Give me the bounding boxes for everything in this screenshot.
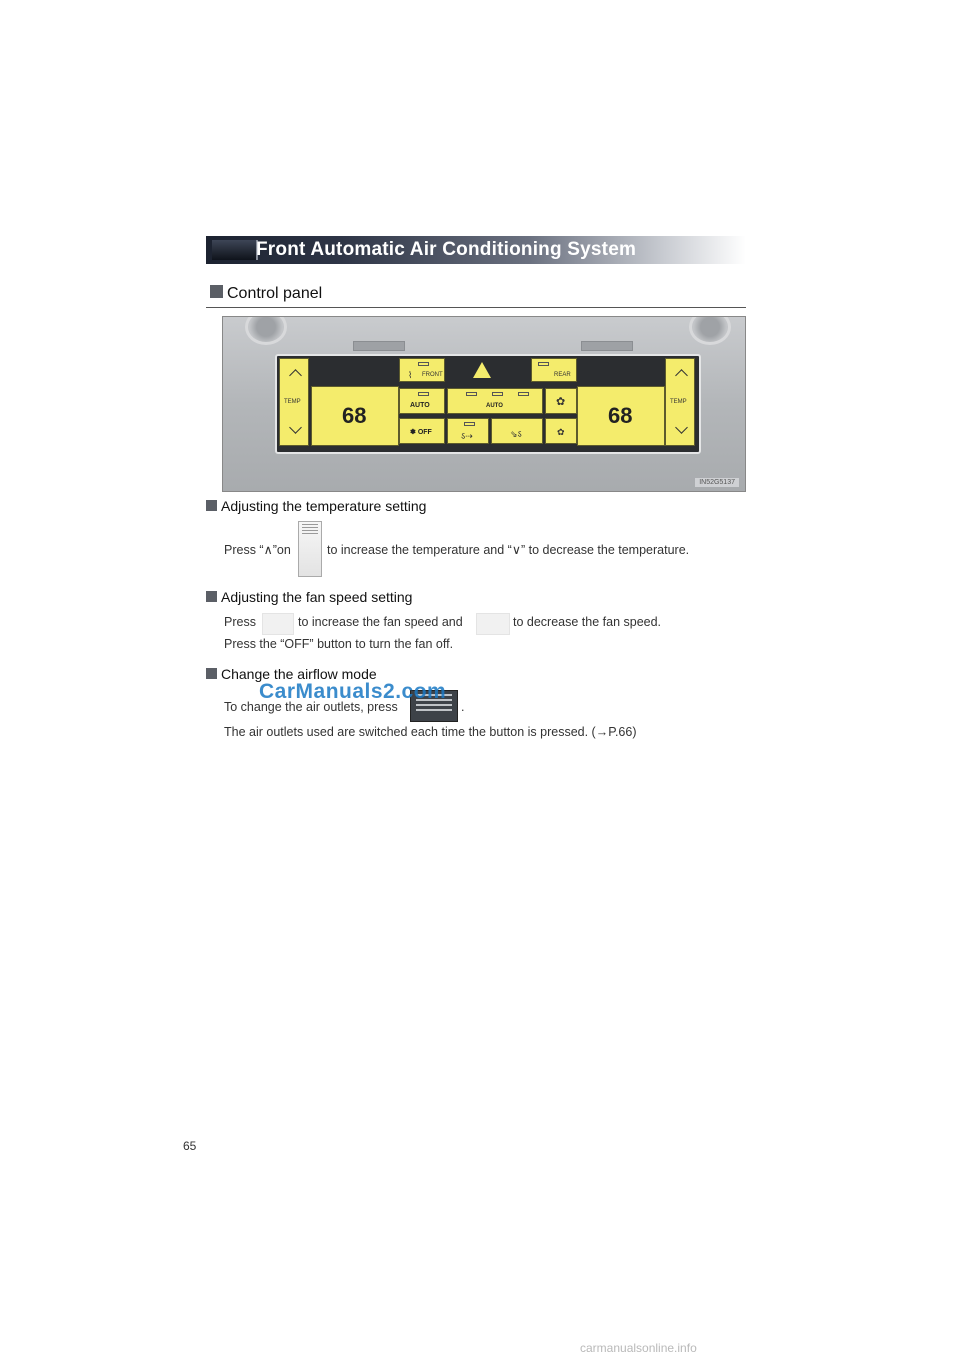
auto-label: AUTO xyxy=(410,402,430,409)
right-temp-display xyxy=(577,386,665,446)
control-panel-image xyxy=(222,316,746,492)
fan-up-button xyxy=(545,388,577,414)
indicator-led xyxy=(464,422,475,426)
fan-text-d: Press the “OFF” button to turn the fan off. xyxy=(224,637,454,651)
left-temp-display xyxy=(311,386,399,446)
foot-vent-icon: ⇘ऽ xyxy=(510,429,522,439)
temp-label: TEMP xyxy=(284,399,301,405)
fan-icon: ✿ xyxy=(556,396,566,408)
indicator-led xyxy=(418,362,429,366)
indicator-led xyxy=(518,392,529,396)
square-bullet-icon xyxy=(206,591,217,602)
down-arrow-icon xyxy=(289,421,302,434)
mode-button-foot xyxy=(491,418,543,444)
fan-heading-text: Adjusting the fan speed setting xyxy=(221,589,413,605)
fan-down-button xyxy=(545,418,577,444)
up-arrow-icon xyxy=(675,369,688,382)
square-bullet-icon xyxy=(210,285,223,298)
fan-small-icon: ✿ xyxy=(557,427,565,437)
watermark: CarManuals2.com xyxy=(259,680,447,703)
mode-button-face xyxy=(447,418,489,444)
temp-label: TEMP xyxy=(670,399,687,405)
button-frame xyxy=(275,354,701,454)
fan-text-b: to increase the fan speed and xyxy=(298,615,463,629)
rear-label: REAR xyxy=(554,372,571,378)
fan-text-a: Press xyxy=(224,615,256,629)
left-temp-rocker xyxy=(279,358,309,446)
left-temp-value: 68 xyxy=(342,403,367,428)
page-number: 65 xyxy=(183,1139,197,1153)
rear-defrost-button xyxy=(531,358,577,382)
right-temp-value: 68 xyxy=(608,403,633,428)
left-vent-slot xyxy=(353,341,405,351)
section-title: Front Automatic Air Conditioning System xyxy=(256,239,637,260)
defrost-icon: ⌇ xyxy=(408,370,413,380)
off-label-text: OFF xyxy=(417,429,432,436)
fan-section-heading xyxy=(206,589,412,605)
temp-button-icon xyxy=(298,521,322,577)
down-arrow-icon xyxy=(675,421,688,434)
right-knob xyxy=(689,316,731,345)
airflow-heading-text: Change the airflow mode xyxy=(221,666,377,682)
right-vent-slot xyxy=(581,341,633,351)
off-label: ✽ OFF xyxy=(410,429,432,436)
control-panel-heading xyxy=(210,285,322,303)
front-label: FRONT xyxy=(422,372,443,378)
up-arrow-icon xyxy=(289,369,302,382)
left-knob xyxy=(245,316,287,345)
footer-watermark: carmanualsonline.info xyxy=(580,1341,697,1355)
off-button xyxy=(399,418,445,444)
front-defrost-button xyxy=(399,358,445,382)
indicator-led xyxy=(418,392,429,396)
airflow-text-b: . xyxy=(461,700,465,714)
face-vent-icon: ऽ⇢ xyxy=(461,431,473,441)
square-bullet-icon xyxy=(206,668,217,679)
temp-heading-text: Adjusting the temperature setting xyxy=(221,498,427,514)
section-header xyxy=(206,236,746,264)
square-bullet-icon xyxy=(206,500,217,511)
heading-rule xyxy=(206,307,746,308)
fan-down-button-icon xyxy=(476,613,510,635)
airflow-text-a: To change the air outlets, press xyxy=(224,700,398,714)
auto-button xyxy=(399,388,445,414)
control-panel-heading-text: Control panel xyxy=(227,285,323,302)
hazard-icon xyxy=(473,362,491,378)
airflow-text-c: The air outlets used are switched each time the button is pressed. (→P.66) xyxy=(224,725,637,739)
temp-text-a: Press “∧”on xyxy=(224,543,291,557)
fan-up-button-icon xyxy=(262,613,294,635)
recirculation-button xyxy=(447,388,543,414)
right-temp-rocker xyxy=(665,358,695,446)
indicator-led xyxy=(492,392,503,396)
indicator-led xyxy=(538,362,549,366)
temp-section-heading xyxy=(206,498,426,514)
image-code: IN52G5137 xyxy=(695,478,739,487)
temp-text-b: to increase the temperature and “∨” to decrease the temperature. xyxy=(327,543,690,557)
auto-label-2: AUTO xyxy=(486,403,503,409)
section-header-tab xyxy=(212,240,258,260)
fan-text-c: to decrease the fan speed. xyxy=(513,615,662,629)
indicator-led xyxy=(466,392,477,396)
